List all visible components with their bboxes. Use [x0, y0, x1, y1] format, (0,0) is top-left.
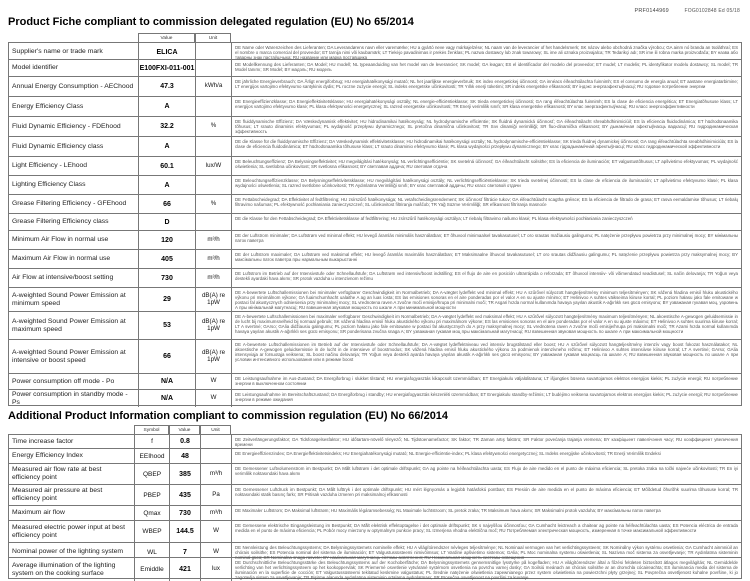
header-spacer — [8, 425, 134, 434]
param-label: A-weighted Sound Power Emission at maximum speed — [9, 312, 139, 339]
param-symbol: QBEP — [135, 464, 170, 484]
param-unit: dB(A) re 1pW — [196, 312, 232, 339]
fiche-table-row — [9, 176, 741, 195]
param-unit: m³/h — [196, 269, 232, 287]
param-unit — [196, 137, 232, 156]
param-unit — [196, 176, 232, 194]
param-value: 730 — [139, 269, 196, 287]
param-unit: W — [196, 390, 232, 407]
param-value: 47.3 — [139, 77, 196, 96]
column-header-symbol: Symbol — [134, 425, 169, 434]
param-translations: DE Gemessene elektrische Eingangsleistung im Bestpunkt; DA Målt elektrisk effektoptagelse i det optimale driftspunkt; SK s najvyššou účinnosťou; GA Cumhacht leictreach a chaitear ag pointe na héifeachtúlachta uasta; ES Potencia eléctrica de entrada medida en el punto de máxima eficiencia; PL Pobór mocy mierzony w optymalnym punkcie pracy; SL Izmerjena vhodna električna moč; RU Потребляемая электрическая мощность, измеренная в точке максимальной эффективности — [235, 522, 738, 533]
param-translations: DE Leistungsaufnahme im Aus-Zustand; DA Energiforbrug i slukket tilstand; HU energiafogyasztás kikapcsolt üzemmódban; ET Energiakulu väljalülitatuna; LT išjungties būsena suvartojamos elektros energijos kiekis; PL zużycie energii; RU потребление энергии в выключенном состоянии — [235, 375, 738, 386]
param-label: Power consumption off mode - Po — [9, 374, 139, 389]
additional-table — [8, 434, 742, 579]
param-value: 60.1 — [139, 157, 196, 175]
additional-table-row — [9, 521, 741, 543]
param-label: Fluid Dynamic Efficiency class — [9, 137, 139, 156]
fiche-table-row — [9, 214, 741, 231]
param-unit: dB(A) re 1pW — [196, 288, 232, 311]
doc-codes — [634, 8, 740, 14]
param-unit: lux/W — [196, 157, 232, 175]
param-label: Model identifier — [9, 60, 139, 76]
param-translations: DE Energieeffizienzindex; DA Energieffektivitetsindeks; HU Energiahatékonysági mutató; NL Energie-efficiëntie-index; PL klasa efektywności energetycznej; SL Indeks energijske učinkovitosti; TR Enerji Verimlilik Endeksi — [235, 450, 661, 456]
param-value: E100FXI-011-001 — [139, 60, 196, 76]
param-unit — [201, 449, 232, 463]
param-unit: lux — [201, 558, 232, 581]
param-value: N/A — [139, 374, 196, 389]
param-value: 32.2 — [139, 117, 196, 136]
param-value: 144.5 — [170, 521, 201, 542]
param-value: 421 — [170, 558, 201, 581]
fiche-table-row — [9, 117, 741, 137]
param-label: Lighting Efficiency Class — [9, 176, 139, 194]
param-unit: W — [201, 521, 232, 542]
product-fiche-page — [8, 0, 742, 579]
additional-table-row — [9, 506, 741, 521]
param-translations: DE Gemessener Luftvolumenstrom im Bestpunkt; DA Målt luftstrøm i det optimale driftspunkt; GA ag pointe na héifeachtúlachta uasta; ES Flujo de aire medido en el punto de máxima eficiencia; SL pretoka zraka na točki najveće učinkovitosti; TR En iyi verimlilik noktasındaki hava akımı — [235, 465, 738, 476]
fiche-table-row — [9, 250, 741, 269]
param-translations: DE Durchschnittliche Beleuchtungsstärke des Beleuchtungssystems auf der Kochoberfläche; DA Belysningssystemets gennemsnitlige lysstyrke på kogefladen; HU A világítórendszer által a főzési felületen biztosított átlagos megvilágítás; NL Gemiddelde verlichting van het verlichtingssysteem op het kookoppervlak; SK Priemerné osvetlenie vytvárané systémom osvetlenia na povrchu varnej dosky; GA Soilsiú meánach an chórais soilsithe ar an dromchla cócaireachta; ES iluminancia media del sistema de iluminación en la superficie de cocción; ET Valgustussüsteemi tekitatud keskmine valgustatus; PL Średnie natężenie oświetlenia zapewnianego przez system oświetlenia na powierzchni płyty grzejnej; SL Povprečna osvetljenost kuhalne površine, ki jo zagotavlja sistem za osvetljevanje; TR Pişirme alanında aydınlatma sisteminin ortalama aydınlatması; SR Prosečna osvetljenost na površini za kuvanje — [235, 559, 738, 580]
param-unit: dB(A) re 1pW — [196, 340, 232, 373]
param-unit: m³/h — [196, 231, 232, 249]
param-translations: DE Luftstrom im Betrieb auf der Intensivstufe oder Schnellaufstufe; DA Luftstrøm ved intensiv/boost indstilling; ES el flujo de aire en posición ultrarrápida o reforzada; ET õhuvool intensiiv- või võimendatud seadistusel; SL način delovanja; TR Yoğun veya destekli ayardaki hava akımı; SR protok vazduha u intenzivnom režimu — [235, 270, 738, 281]
param-translations: DE Leistungsaufnahme im Bereitschaftszustand; DA Energiforbrug i standby; HU energiafogyasztás készenléti üzemmódban; ET Energiakulu standby-režiimis; LT budėjimo veiksena suvartojamos elektros energijos kiekis; PL zużycie energii; RU потребление энергии в режиме ожидания — [235, 391, 738, 402]
param-translations: DE Zeitverlängerungsfaktor; DA Tidsforøgelsesfaktor; HU időtartam-növelő tényező; NL Tijdstoenamefactor; SK faktor; TR Zaman artış faktörü; SR Faktor povećanja trajanja vremena; BY каэфіцыент павелічэння часу; RU коэффициент увеличения времени — [235, 436, 738, 447]
param-value: 405 — [139, 250, 196, 268]
fiche-table-row — [9, 390, 741, 405]
column-header-value: Value — [138, 33, 195, 42]
param-translations: DE die Klasse für den Fettabscheidegrad; DA Effektivitetsklasse af fedtfiltrering; HU zsírszűrő hatékonysági osztálya; LT riebalų filtravimo našumo klasė; PL klasa efektywności pochłaniania zanieczyszczeń — [235, 215, 633, 221]
param-symbol: f — [135, 435, 170, 448]
param-unit: W — [196, 374, 232, 389]
param-symbol: WBEP — [135, 521, 170, 542]
column-header-unit: Unit — [195, 33, 231, 42]
param-unit: % — [196, 195, 232, 213]
fiche-table-row — [9, 195, 741, 214]
param-label: Power consumption in standby mode - Ps — [9, 390, 139, 407]
column-header-value2: Value — [169, 425, 200, 434]
additional-info-title: Additional Product Information compliant to commission regulation (EU) No 66/2014 — [8, 410, 449, 422]
param-label: Energy Efficiency Class — [9, 97, 139, 116]
param-value: A — [139, 137, 196, 156]
param-translations: DE jährliche Energieverbrauch; DA Årligt energiforbrug; HU energiahatékonysági mutató; NL het jaarlijkse energieverbruik; SK index energetickej účinnosti; GA innéacs éifeachtúlachta fuinnimh; ES el consumo de energía anual; ET aastane energiatarbimine; LT energijos vartojimo efektyvumo santykinis dydis; PL roczne zużycie energii; SL indeks energetske učinkovitosti; TR Yıllık enerji tüketimi; SR indeks energetske efikasnosti; BY індэкс энергаэфектыўнасці; RU годовое потребление энергии — [235, 78, 738, 89]
fiche-table-row — [9, 288, 741, 312]
param-unit: W — [201, 543, 232, 561]
header-spacer — [231, 33, 742, 42]
param-value: 730 — [170, 506, 201, 520]
param-translations: DE der Luftstrom minimaler; DA Luftstrøm ved minimal effekt; HU levegő áramlás minimális használatban; ET õhuvool minimaalsel tavakasutusel; LT oro srautas mažiausiu galingumu; PL natężenie przepływu powietrza przy minimalnej mocy; BY мінімальны паток паветра — [235, 232, 738, 243]
param-translations: DE die Klasse für die fluiddynamische Effizienz; DA Væskedynamisk effektivitetsklasse; HU hidrodinamikai hatékonysági osztály; NL hydrodynamische-efficiëntieklasse; SK trieda fluidnej dynamickej účinnosti; GA rang éifeachtúlachta sreabhdhinimiciúla; ES la clase de eficiencia fluidodinámica; ET hüdrodünaamika tõhususe klass; LT srauto dinaminio efektyvumo klasė; PL klasa wydajności przepływu dynamicznego; BY клас гідрадынамічнай эфектыўнасці; RU класс гидродинамической эффективности — [235, 138, 738, 149]
param-value: D — [139, 214, 196, 230]
param-translations: DE der Luftstrom maximaler; DA Luftstrøm ved maksimal effekt; HU levegő áramlás maximális használatban; ET Maksimaalne õhuvool tavakasutusel; LT oro srautas didžiausiu galingumu; PL natężenie przepływu powietrza przy maksymalnej mocy; BY максімальны паток паветра пры нармальным выкарыстанні — [235, 251, 738, 262]
param-value: A — [139, 176, 196, 194]
param-label: Nominal power of the lighting system — [9, 543, 135, 561]
param-value: 66 — [139, 195, 196, 213]
param-label: Time increase factor — [9, 435, 135, 448]
param-symbol: EEIhood — [135, 449, 170, 463]
param-symbol: PBEP — [135, 485, 170, 505]
fiche-table-row — [9, 137, 741, 157]
param-label: Average illumination of the lighting system on the cooking surface — [9, 558, 135, 581]
param-label: Measured electric power input at best efficiency point — [9, 521, 135, 542]
fiche-table-row — [9, 269, 741, 288]
param-label: Grease Filtering Efficiency - GFEhood — [9, 195, 139, 213]
fiche-table-row — [9, 97, 741, 117]
param-translations: DE fluiddynamische Effizienz; DA Væskedynamisk effektivitet; HU hidrodinamikai hatékonyság; NL hydrodynamische efficiëntie; SK fluidná dynamická účinnosť; GA éifeachtúlacht shreabhdhinimiciúil; ES la eficiencia fluidodinámica; ET hüdrodünaamika tõhusus; LT srauto dinaminis efektyvumas; PL wydajność przepływu dynamicznego; SL pretočna dinamična učinkovitost; TR Sıvı dinamiği verimliliği; SR fluo-dinamička efikasnost; BY дынамічная эфектыўнасць вадкасці; RU гидродинамическая эффективность — [235, 118, 738, 134]
param-label: Maximum air flow — [9, 506, 135, 520]
doc-code-secondary: FOG0102848 Ed 05/18 — [684, 8, 740, 14]
param-value: 53 — [139, 312, 196, 339]
param-value: 0.8 — [170, 435, 201, 448]
param-label: Annual Energy Consumption - AEChood — [9, 77, 139, 96]
param-value: N/A — [139, 390, 196, 407]
param-value: 120 — [139, 231, 196, 249]
additional-table-row — [9, 485, 741, 506]
param-label: Air Flow at intensive/boost setting — [9, 269, 139, 287]
param-label: Minimum Air Flow in normal use — [9, 231, 139, 249]
param-label: A-weighted Sound Power Emission at intensive or boost speed — [9, 340, 139, 373]
param-symbol: Qmax — [135, 506, 170, 520]
param-unit — [196, 43, 232, 61]
param-label: Light Efficiency - LEhood — [9, 157, 139, 175]
param-unit — [201, 435, 232, 448]
param-translations: DE Name oder Warenzeichen des Lieferanten; DA Leverandørens navn eller varemærke; HU a gyártó neve vagy márkajelzése; NL naam van de leverancier of het handelsmerk; SK názov alebo obchodná značka výrobcu; GA ainm nó branda an tsoláthraí; ES el nombre o marca comercial del proveedor; ET tarnija nimi või kaubamärk; LT Tiekėjo pavadinimas ir prekės ženklas; PL nazwa dostawcy lub znak towarowy; SL ime ali oznaka proizvajalca; TR Tedarikçi adı; SR ime ili robna marka proizvođača; BY назва або таварны знак пастаўшчыка; RU название или марка поставщика — [235, 44, 738, 60]
param-value: 48 — [170, 449, 201, 463]
param-label: Grease Filtering Efficiency class — [9, 214, 139, 230]
param-translations: DE Maximaler Luftstrom; DA Maksimal luftstrøm; HU Maximális légáramsebesség; NL Maximale luchtstroom; SL pretok zraka; TR Maksimum hava akımı; SR Maksimalni protok vazduha; BY максімальны паток паветра — [235, 507, 661, 513]
doc-code-primary: PRF0144969 — [634, 8, 669, 14]
fiche-table-row — [9, 60, 741, 77]
param-translations: DE A-bewertete Luftschallemissionen bei minimaler verfügbarer Geschwindigkeit im Normalbetrieb; DA A-vægtet lydeffekt ved minimal effekt; HU A szűrővel súlyozott hangteljesítmény minimum teljesítményen; SK vážená hladina emisií hluku akustického výkonu pri minimálnom výkone; GA fuaimchumhacht ualaithe A ag an luas íosta; ES las emisiones sonoras en el aire ponderadas por el valor A en su ajuste mínimo; ET Helinivoo A suhtes väikseima kiiruse korral; PL poziom hałasu jako fale emitowane w postaci fal akustycznych odniesienia przy minimalnej mocy; SL vrednotena raven A zvočne moči emisije/hrupa pri minimalni moči; TR Asgari hızda normal kullanımda havaya yayılan akustik A-ağırlıklı ses gücü emisyonu; BY узважаная гукавая моц, узровень А пры мінімальнай магутнасці; RU взвешенная звуковая мощность по шкале А при минимальной мощности — [235, 289, 738, 310]
param-value: 7 — [170, 543, 201, 561]
param-label: Energy Efficiency Index — [9, 449, 135, 463]
param-translations: DE A-bewertete Luftschallemissionen bei maximaler verfügbarer Geschwindigkeit im Normalbetrieb; DA A-vægtet lydeffekt ved maksimal effekt; HU A szűrővel súlyozott hangteljesítmény maximum teljesítményen; NL akoestische A-gewogen geluidsemissie in de lucht bij maximumsnelheid bij normaal gebruik; SK vážená hladina emisií hluku akustického výkonu pri maximálnom výkone; ES las emisiones sonoras en el aire ponderadas por el valor A en su ajuste máximo; ET Helinivoo A suhtes suurima kiiruse korral; LT A svertinė; GArso; GAlia didžiausiu galingumu; PL poziom hałasu jako fale emitowane w postaci fal akustycznych do A przy maksymalnej mocy; SL vrednotena raven A zvočne moči emisije/hrupa pri maksimalni moči; TR Azami hızda normal kullanımda havaya yayılan akustik A-ağırlıklı ses gücü emisyonu; SR ponderisana zvučna snaga A; BY узважаная гукавая моц пры максімальнай магутнасці; RU взвешенная звуковая мощность по шкале А при максимальной мощности — [235, 313, 738, 334]
param-unit: m³/h — [201, 506, 232, 520]
param-unit: Pa — [201, 485, 232, 505]
param-translations: DE Nennleistung des Beleuchtungssystems; DA Belysningssystemets nominelle effekt; HU A világítórendszer névleges teljesítménye; NL Nominaal vermogen van het verlichtingssysteem; SK Nominálny výkon systému osvetlenia; GA Cumhacht ainmniúil an chórais soilsithe; ES Potencia nominal del sistema de iluminación; ET Valgustussüsteemi nimivõimsus; LT Vardinė apšvietimo sistemos; GAlia; PL Moc nominalna systemu oświetlenia; SL Nazivna moč sistema za osvetljevanje; TR Aydınlatma sisteminin nominal gücü; SR Nominalna snaga rasvete; BY намінальная магутнасць сістэмы асвятлення; RU Номинальная мощность системы освещения — [235, 544, 738, 560]
param-label: Measured air pressure at best efficiency point — [9, 485, 135, 505]
fiche-table-row — [9, 231, 741, 250]
param-unit — [196, 97, 232, 116]
fiche-table-row — [9, 77, 741, 97]
param-unit: kWh/a — [196, 77, 232, 96]
param-label: Fluid Dynamic Efficiency - FDEhood — [9, 117, 139, 136]
param-value: 29 — [139, 288, 196, 311]
param-translations: DE Gemessener Luftdruck im Bestpunkt; DA Målt lufttryk i det optimale driftspunkt; HU mért légnyomás a legjobb hatásfokú pontban; ES Presión de aire medida en el punto de máxima eficiencia; ET Mõõdetud õhurõhk suurima tõhususe korral; TR noktasındaki statik basınç farkı; SR Pritisak vazduha izmeren pri maksimalnoj efikasnosti — [235, 486, 738, 497]
param-label: A-weighted Sound Power Emission at minimum speed — [9, 288, 139, 311]
param-translations: DE Beleuchtungseffizienz; DA Belysningseffektivitet; HU megvilágítási hatékonyság; NL verlichtingsefficiëntie; SK svetelná účinnosť; GA éifeachtúlacht soilsithe; ES la eficiencia de iluminación; ET valgustustõhusus; LT apšvietimo efektyvumas; PL wydajność oświetlenia; SL svetlobna učinkovitost; SR svetlosna efikasnost; BY светлавая аддача; RU световая отдача — [235, 158, 738, 169]
fiche-table-row — [9, 374, 741, 390]
param-value: A — [139, 97, 196, 116]
param-value: 435 — [170, 485, 201, 505]
param-translations: DE Modellkennung des Lieferanten; DA Model; HU modell; NL typeaanduiding van het model van de leverancier; SK model; GA leagan; ES el identificador del modelo del proveedor; ET mudel; LT modelis; PL identyfikator modelu dostawcy; SL model; TR Model tanımı; SR Model; BY мадэль; RU модель — [235, 61, 738, 72]
param-unit: % — [196, 117, 232, 136]
fiche-table-row — [9, 340, 741, 374]
additional-table-row — [9, 449, 741, 464]
param-value: 385 — [170, 464, 201, 484]
page-title: Product Fiche compliant to commission delegated regulation (EU) No 65/2014 — [8, 16, 414, 28]
param-translations: DE Energieeffizienzklasse; DA Energieffektivitetsklasse; HU energiahatékonysági osztály; NL energie-efficiëntieklasse; SK trieda energetickej účinnosti; GA rang éifeachtúlachta fuinnimh; ES la clase de eficiencia energética; ET Energiatõhususe klass; LT energijos vartojimo efektyvumo klasė; PL klasa efektywności energetycznej; SL razred energetske učinkovitosti; TR Enerji verimlilik sınıfı; SR klasa energetske efikasnosti; BY клас энергаэфектыўнасці; RU класс энергоэффективности — [235, 98, 738, 109]
param-translations: DE A-bewertete Luftschallemissionen im Betrieb auf der Intensivstufe oder Schnellaufstufe; DA A-vægtet lydeffektniveau ved intensiv brugstilstand eller boost; HU A szűrővel súlyozott hangteljesítmény intenzív vagy boost fokozat használatakor; NL akoestische A-gewogen geluidsemissie in de lucht in de intensieve of boostmodus; SK vážená hladina emisií hluku akustického výkonu za podmienok intenzívneho režimu; ET Helinivoo A suhtes intensiivse kiiruse korral; LT A svertinė; GArso; GAlia intensyviąja ar forsuotąja veiksena; SL boost načinu delovanja; TR Yoğun veya destekli ayarda havaya yayılan akustik A-ağırlıklı ses gücü emisyonu; BY узважаная гукавая моцнасць па шкале А; RU взвешенная звуковая мощность по шкале А при условии интенсивного использования или в режиме boost — [235, 341, 738, 362]
fiche-table — [8, 42, 742, 406]
param-value: ELICA — [139, 43, 196, 61]
column-header-unit2: Unit — [200, 425, 231, 434]
param-translations: DE Fettabscheidegrad; DA Effektivitet af fedtfiltrering; HU zsírszűrő hatékonysága; NL vetafscheidingsrendement; SK účinnosť filtrácie tukov; GA éifeachtúlacht scagtha gréisce; ES la eficiencia de filtrado de grasa; ET rasva eemaldamise tõhusus; LT riebalų filtravimo našumas; PL efektywność pochłaniania zanieczyszczeń; SL učinkovitost filtriranja maščob; TR Yağ Süzme Verimliliği; SR efikasnost filtriranja masnoće — [235, 196, 738, 207]
fiche-table-row — [9, 43, 741, 60]
additional-table-row — [9, 435, 741, 449]
additional-table-row — [9, 464, 741, 485]
header-spacer — [8, 33, 138, 42]
param-unit: m³/h — [201, 464, 232, 484]
param-value: 66 — [139, 340, 196, 373]
additional-table-header — [8, 425, 742, 434]
param-unit: m³/h — [196, 250, 232, 268]
param-label: Measured air flow rate at best efficiency point — [9, 464, 135, 484]
param-label: Maximum Air Flow in normal use — [9, 250, 139, 268]
additional-table-row — [9, 558, 741, 578]
additional-table-row — [9, 543, 741, 558]
param-symbol: WL — [135, 543, 170, 561]
param-translations: DE Beleuchtungseffizienzklasse; DA Belysningseffektivitetsklasse; HU megvilágítási hatékonysági osztály; NL verlichtingsefficiëntieklasse; SK trieda svetelnej účinnosti; ES la clase de eficiencia de iluminación; LT apšvietimo efektyvumo klasė; PL klasa wydajności oświetlenia; SL razred svetlobne učinkovitosti; TR Aydınlatma Verimliliği sınıfı; BY клас светлавой аддачы; RU класс световой отдачи — [235, 177, 738, 188]
header-spacer — [231, 425, 742, 434]
fiche-table-header — [8, 33, 742, 42]
param-label: Supplier's name or trade mark — [9, 43, 139, 61]
fiche-table-row — [9, 157, 741, 176]
fiche-table-row — [9, 312, 741, 340]
param-symbol: Emiddle — [135, 558, 170, 581]
param-unit — [196, 60, 232, 76]
param-unit — [196, 214, 232, 230]
